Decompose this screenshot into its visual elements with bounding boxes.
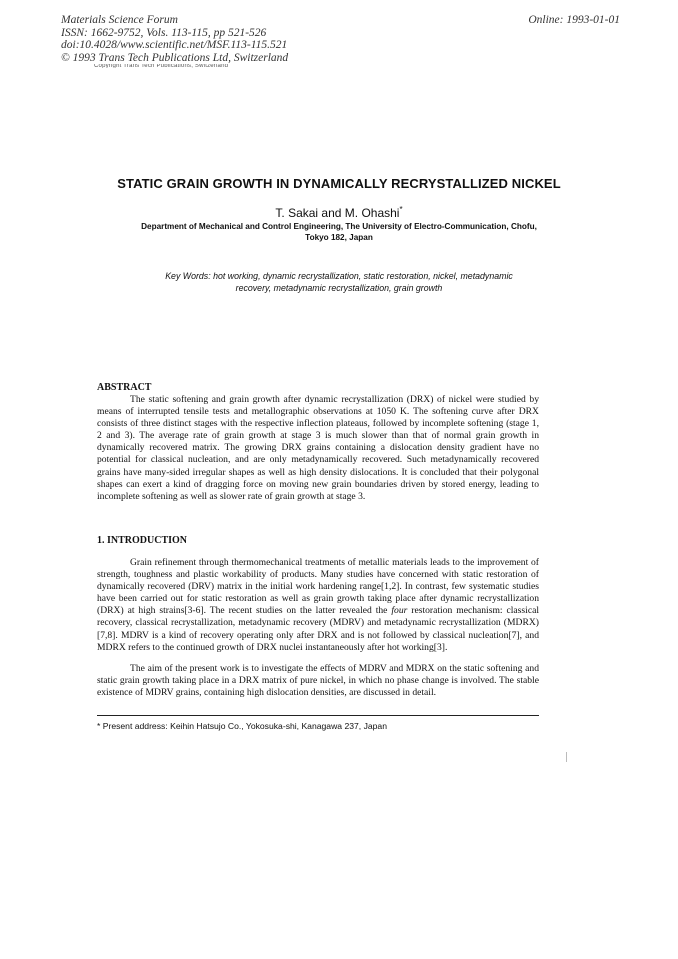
- issn-line: ISSN: 1662-9752, Vols. 113-115, pp 521-526: [61, 26, 267, 39]
- abstract-paragraph: The static softening and grain growth after dynamic recrystallization (DRX) of nickel were studied by means of interrupted tensile tests and metallographic observations at 1050 K. The softening curve after DRX consists of three distinct stages with the respective inflection plateaus, followed by incomplete softening (stage 1, 2 and 3). The average rate of grain growth at stage 3 is much slower than that of normal grain growth in dynamically recovered matrix. The growing DRX grains containing a dislocation density gradient have no potential for classical nucleation, and are only metadynamically recovered. Such metadynamically recovered grains have many-sided irregular shapes as well as high density dislocations. It is concluded that their polygonal shapes can exert a kind of dragging force on moving new grain boundaries driven by stored energy, leading to incomplete softening as well as slower rate of grain growth at stage 3.: [97, 394, 539, 502]
- intro-p1-text-b: restoration mechanism: classical recovery, classical recrystallization, metadynamic recovery (MDRV) and metadynamic recrystallization (MDRX)[7,8]. MDRV is a kind of recovery operating only after DRX and is not followed by classical nucleation[7], and MDRX refers to the continued growth of DRX nuclei instantaneously after hot working[3].: [97, 605, 540, 653]
- keywords-line-2: recovery, metadynamic recrystallization, grain growth: [235, 283, 443, 293]
- keywords-line-1: Key Words: hot working, dynamic recrystallization, static restoration, nickel, metadynamic: [165, 271, 513, 281]
- keywords: [110, 270, 568, 294]
- paper-title: STATIC GRAIN GROWTH IN DYNAMICALLY RECRYSTALLIZED NICKEL: [117, 176, 561, 191]
- authors: [0, 205, 678, 220]
- abstract-body: [97, 394, 539, 503]
- footnote: * Present address: Keihin Hatsujo Co., Yokosuka-shi, Kanagawa 237, Japan: [97, 721, 387, 731]
- affiliation-line-2: Tokyo 182, Japan: [305, 233, 373, 242]
- intro-p1-emphasis: four: [391, 605, 408, 617]
- copyright-line: © 1993 Trans Tech Publications Ltd, Switzerland: [61, 51, 289, 64]
- abstract-heading: ABSTRACT: [97, 382, 152, 393]
- affiliation: [100, 221, 578, 243]
- online-date: Online: 1993-01-01: [528, 14, 620, 26]
- footnote-divider: [97, 715, 539, 716]
- introduction-paragraph-2: The aim of the present work is to investigate the effects of MDRV and MDRX on the static softening and static grain growth taking place in a DRX matrix of pure nickel, in which no phase change is involved. The stable existence of MDRV grains, containing high dislocation densities, are discussed in detail.: [97, 662, 539, 698]
- affiliation-line-1: Department of Mechanical and Control Engineering, The University of Electro-Communication, Chofu,: [141, 222, 537, 231]
- introduction-paragraph-1: [97, 557, 539, 654]
- publication-metadata: [61, 14, 288, 64]
- introduction-body: [97, 557, 539, 699]
- scan-mark: [566, 752, 567, 762]
- doi-line: doi:10.4028/www.scientific.net/MSF.113-115.521: [61, 39, 288, 51]
- faded-copyright-stamp: Copyright Trans Tech Publications, Switzerland: [94, 64, 229, 68]
- author-footnote-mark: *: [399, 205, 403, 214]
- intro-p1-text-a: Grain refinement through thermomechanical treatments of metallic materials leads to the improvement of strength, toughness and plastic workability of products. Many studies have concerned with static restoration of dynamically recovered (DRV) matrix in the initial work hardening range[1,2]. In contrast, few systematic studies have been carried out for static restoration as well as grain growth taking place after dynamic recrystallization (DRX) at high strains[3-6]. The recent studies on the latter revealed the: [97, 557, 539, 617]
- introduction-heading: 1. INTRODUCTION: [97, 535, 188, 546]
- author-names: T. Sakai and M. Ohashi: [275, 206, 400, 220]
- journal-name: Materials Science Forum: [61, 14, 178, 26]
